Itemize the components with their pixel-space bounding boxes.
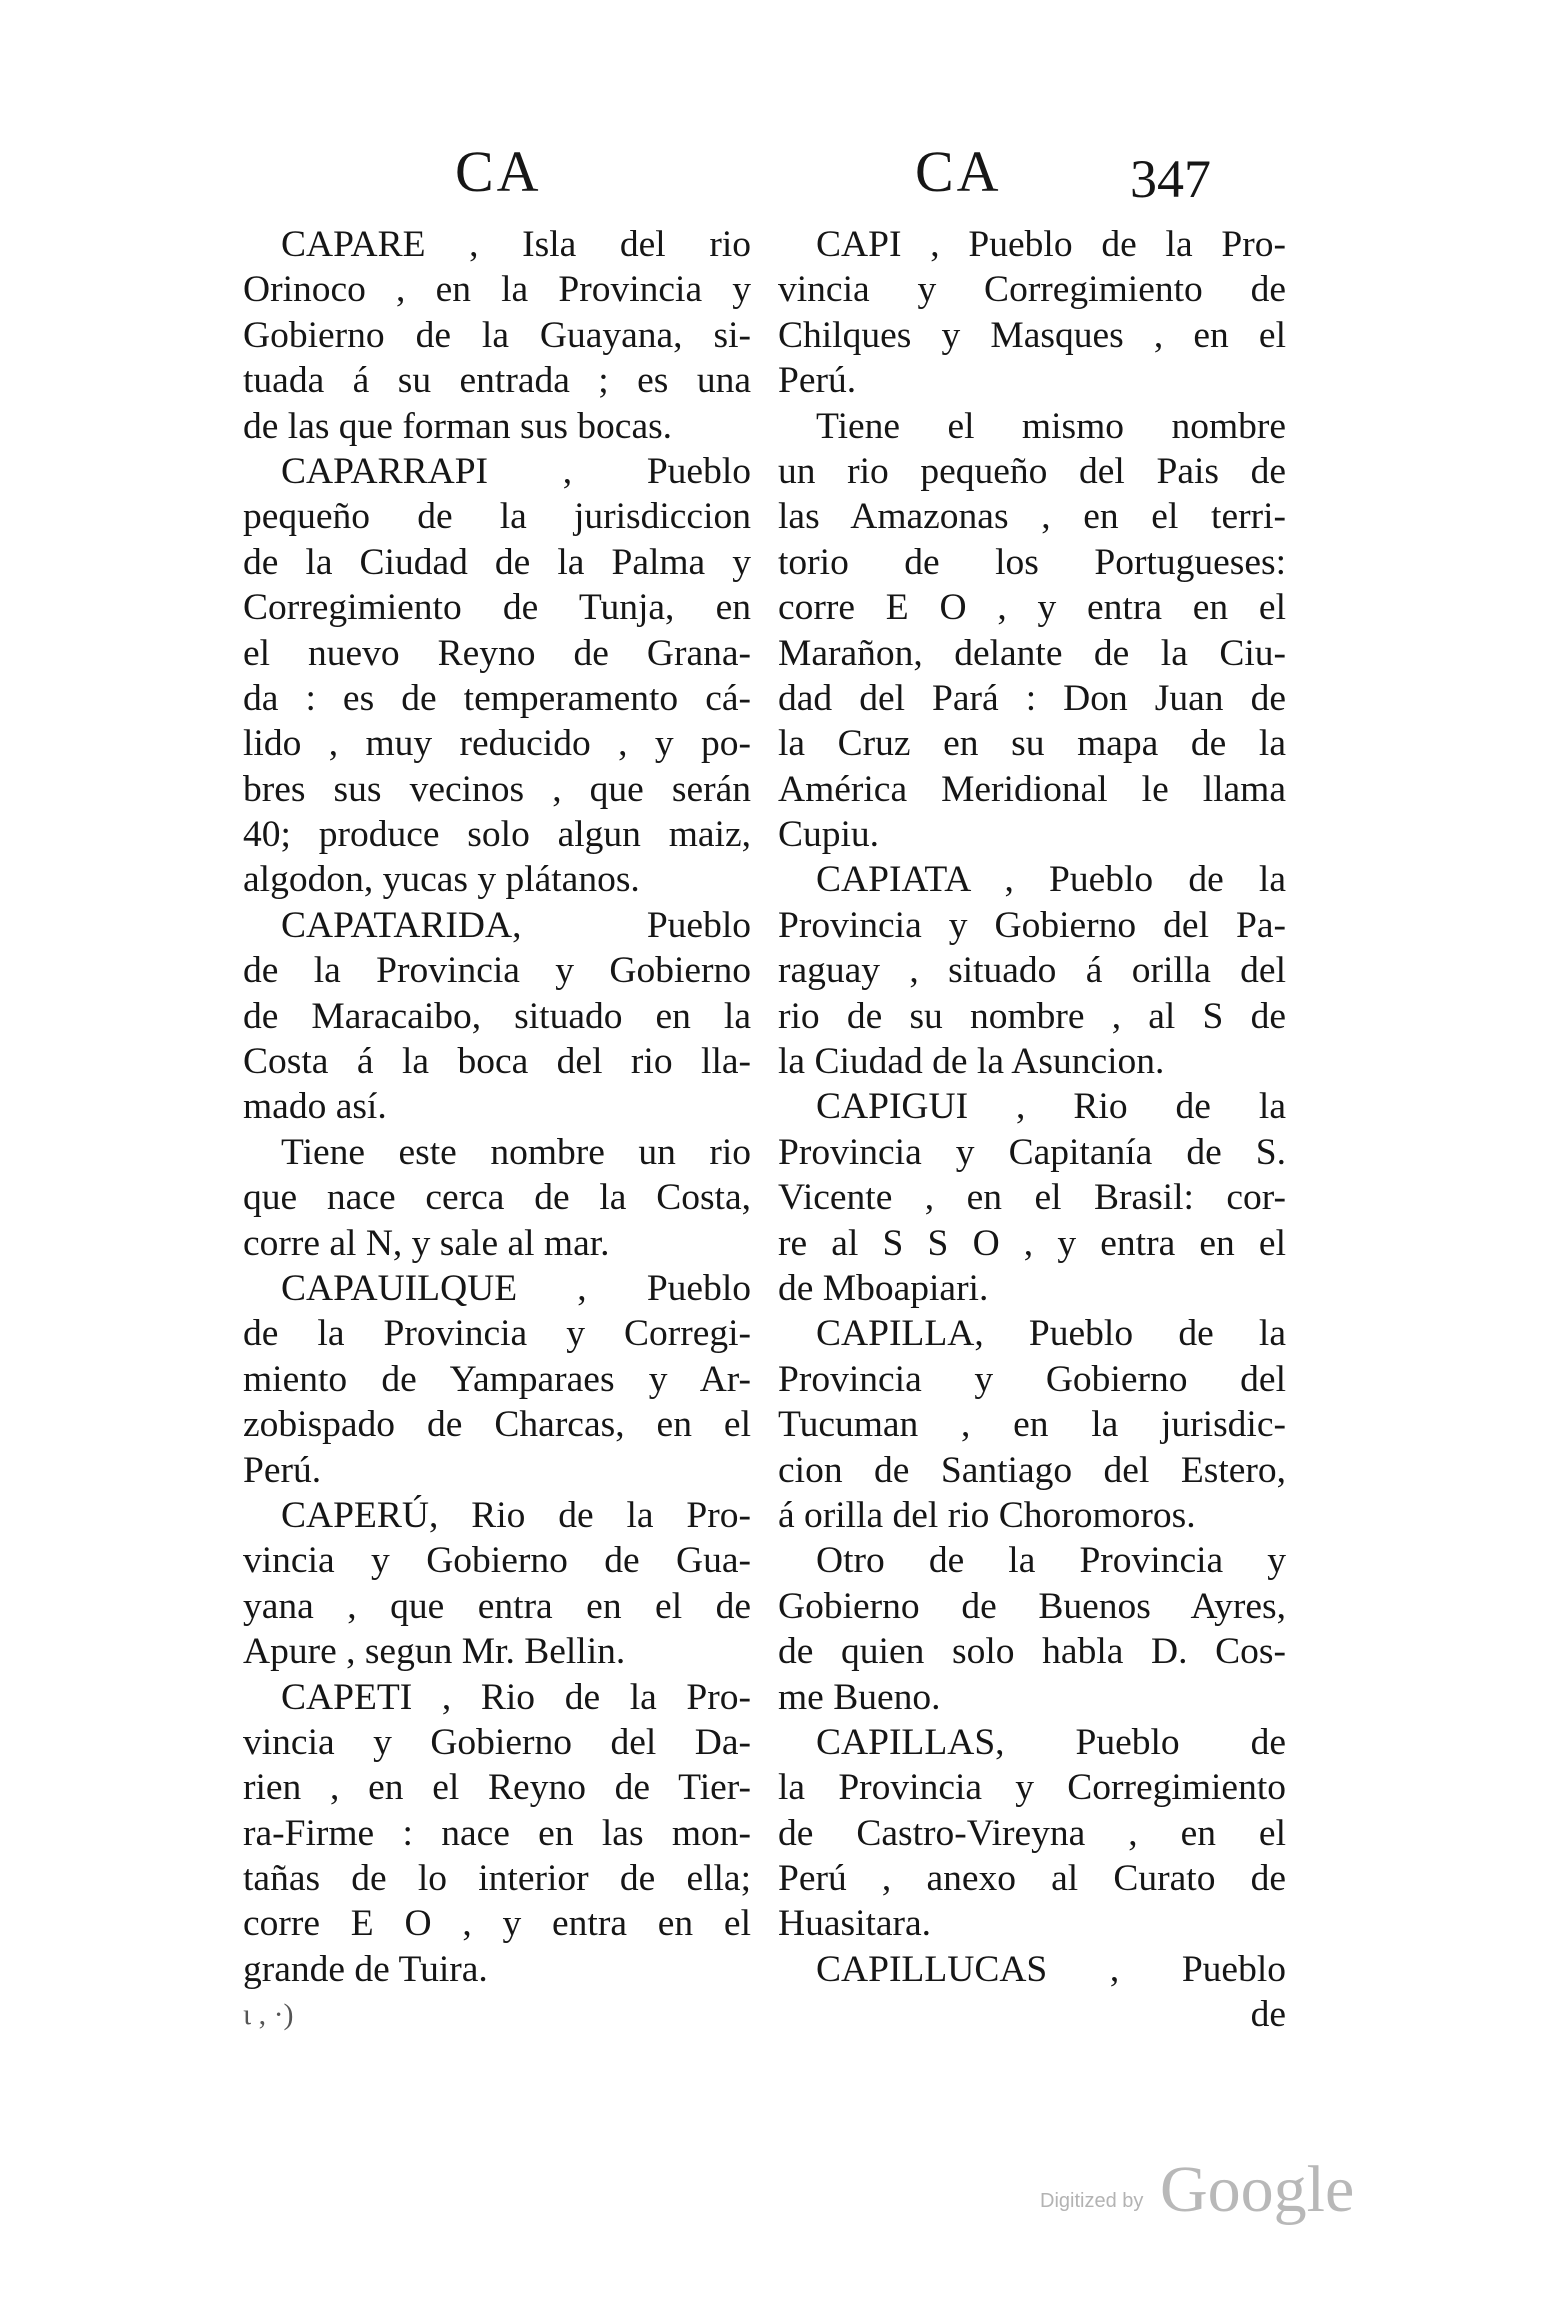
text-line: lido , muy reducido , y po- (243, 723, 751, 765)
text-line: Orinoco , en la Provincia y (243, 269, 751, 311)
text-line: 40; produce solo algun maiz, (243, 814, 751, 856)
text-line: CAPIATA , Pueblo de la (816, 859, 1286, 901)
text-line: Chilques y Masques , en el (778, 314, 1286, 356)
text-line: Tiene este nombre un rio (281, 1131, 751, 1173)
text-line: da : es de temperamento cá- (243, 677, 751, 719)
text-line: Vicente , en el Brasil: cor- (778, 1177, 1286, 1219)
text-line: la Cruz en su mapa de la (778, 723, 1286, 765)
text-line: cion de Santiago del Estero, (778, 1449, 1286, 1491)
text-line: Provincia y Gobierno del Pa- (778, 904, 1286, 946)
text-line: Corregimiento de Tunja, en (243, 587, 751, 629)
text-line: la Provincia y Corregimiento (778, 1767, 1286, 1809)
text-line: de Mboapiari. (778, 1267, 989, 1309)
text-line: CAPILLAS, Pueblo de (816, 1721, 1286, 1763)
right-column (778, 222, 1286, 2038)
text-line: grande de Tuira. (243, 1948, 488, 1990)
text-line: de quien solo habla D. Cos- (778, 1631, 1286, 1673)
text-line: rio de su nombre , al S de (778, 995, 1286, 1037)
text-line: vincia y Gobierno del Da- (243, 1721, 751, 1763)
text-line: ι , ·) (243, 1998, 294, 2032)
text-line: corre al N, y sale al mar. (243, 1222, 610, 1264)
text-line: algodon, yucas y plátanos. (243, 859, 640, 901)
text-line: CAPILLUCAS , Pueblo (816, 1948, 1286, 1990)
text-line: vincia y Corregimiento de (778, 269, 1286, 311)
text-line: mado así. (243, 1086, 387, 1128)
text-line: que nace cerca de la Costa, (243, 1177, 751, 1219)
text-line: Perú. (778, 360, 857, 402)
text-line: re al S S O , y entra en el (778, 1222, 1286, 1264)
text-line: Tiene el mismo nombre (816, 405, 1286, 447)
text-line: el nuevo Reyno de Grana- (243, 632, 751, 674)
text-line: las Amazonas , en el terri- (778, 496, 1286, 538)
text-line: la Ciudad de la Asuncion. (778, 1041, 1165, 1083)
text-line: CAPARE , Isla del rio (281, 224, 751, 265)
text-line: CAPAUILQUE , Pueblo (281, 1267, 751, 1309)
text-line: de la Provincia y Corregi- (243, 1313, 751, 1355)
text-line: Perú. (243, 1449, 322, 1491)
text-line: rien , en el Reyno de Tier- (243, 1767, 751, 1809)
text-line: Cupiu. (778, 814, 880, 856)
running-head-left: CA (455, 139, 542, 204)
text-line: CAPARRAPI , Pueblo (281, 450, 751, 492)
text-line: á orilla del rio Choromoros. (778, 1494, 1196, 1536)
text-line: CAPILLA, Pueblo de la (816, 1313, 1286, 1355)
text-line: CAPETI , Rio de la Pro- (281, 1676, 751, 1718)
text-line: torio de los Portugueses: (778, 541, 1286, 583)
text-line: de Castro-Vireyna , en el (778, 1812, 1286, 1854)
text-line: Perú , anexo al Curato de (778, 1858, 1286, 1900)
text-line: un rio pequeño del Pais de (778, 450, 1286, 492)
text-line: Tucuman , en la jurisdic- (778, 1404, 1286, 1446)
text-line: ra-Firme : nace en las mon- (243, 1812, 751, 1854)
text-line: CAPATARIDA, Pueblo (281, 904, 751, 946)
text-line: vincia y Gobierno de Gua- (243, 1540, 751, 1582)
text-line: de las que forman sus bocas. (243, 405, 673, 447)
text-line: CAPIGUI , Rio de la (816, 1086, 1286, 1128)
text-line: dad del Pará : Don Juan de (778, 677, 1286, 719)
text-line: bres sus vecinos , que serán (243, 768, 751, 810)
text-line: Gobierno de la Guayana, si- (243, 314, 751, 356)
text-line: Apure , segun Mr. Bellin. (243, 1631, 626, 1673)
text-line: pequeño de la jurisdiccion (243, 496, 751, 538)
google-watermark-logo: Google (1160, 2153, 1355, 2226)
text-line: yana , que entra en el de (243, 1585, 751, 1627)
digitized-by-label: Digitized by (1040, 2190, 1144, 2212)
left-column (243, 222, 751, 2038)
text-line: Provincia y Gobierno del (778, 1358, 1286, 1400)
text-line: Marañon, delante de la Ciu- (778, 632, 1286, 674)
text-line: de la Ciudad de la Palma y (243, 541, 751, 583)
text-line: tañas de lo interior de ella; (243, 1858, 751, 1900)
text-line: miento de Yamparaes y Ar- (243, 1358, 751, 1400)
text-line: tuada á su entrada ; es una (243, 360, 751, 402)
text-line: CAPERÚ, Rio de la Pro- (281, 1494, 751, 1536)
text-line: de Maracaibo, situado en la (243, 995, 751, 1037)
text-line: Provincia y Capitanía de S. (778, 1131, 1286, 1173)
text-line: de (1250, 1994, 1286, 2036)
text-line: CAPI , Pueblo de la Pro- (816, 224, 1286, 265)
text-line: corre E O , y entra en el (778, 587, 1286, 629)
text-line: de la Provincia y Gobierno (243, 950, 751, 992)
running-head-right: CA (915, 139, 1002, 204)
text-line: América Meridional le llama (778, 768, 1286, 810)
text-line: Huasitara. (778, 1903, 932, 1945)
text-line: Gobierno de Buenos Ayres, (778, 1585, 1286, 1627)
text-line: me Bueno. (778, 1676, 941, 1718)
text-line: Costa á la boca del rio lla- (243, 1041, 751, 1083)
text-line: Otro de la Provincia y (816, 1540, 1286, 1582)
text-line: raguay , situado á orilla del (778, 950, 1286, 992)
page-number: 347 (1130, 149, 1211, 209)
text-line: zobispado de Charcas, en el (243, 1404, 751, 1446)
text-line: corre E O , y entra en el (243, 1903, 751, 1945)
